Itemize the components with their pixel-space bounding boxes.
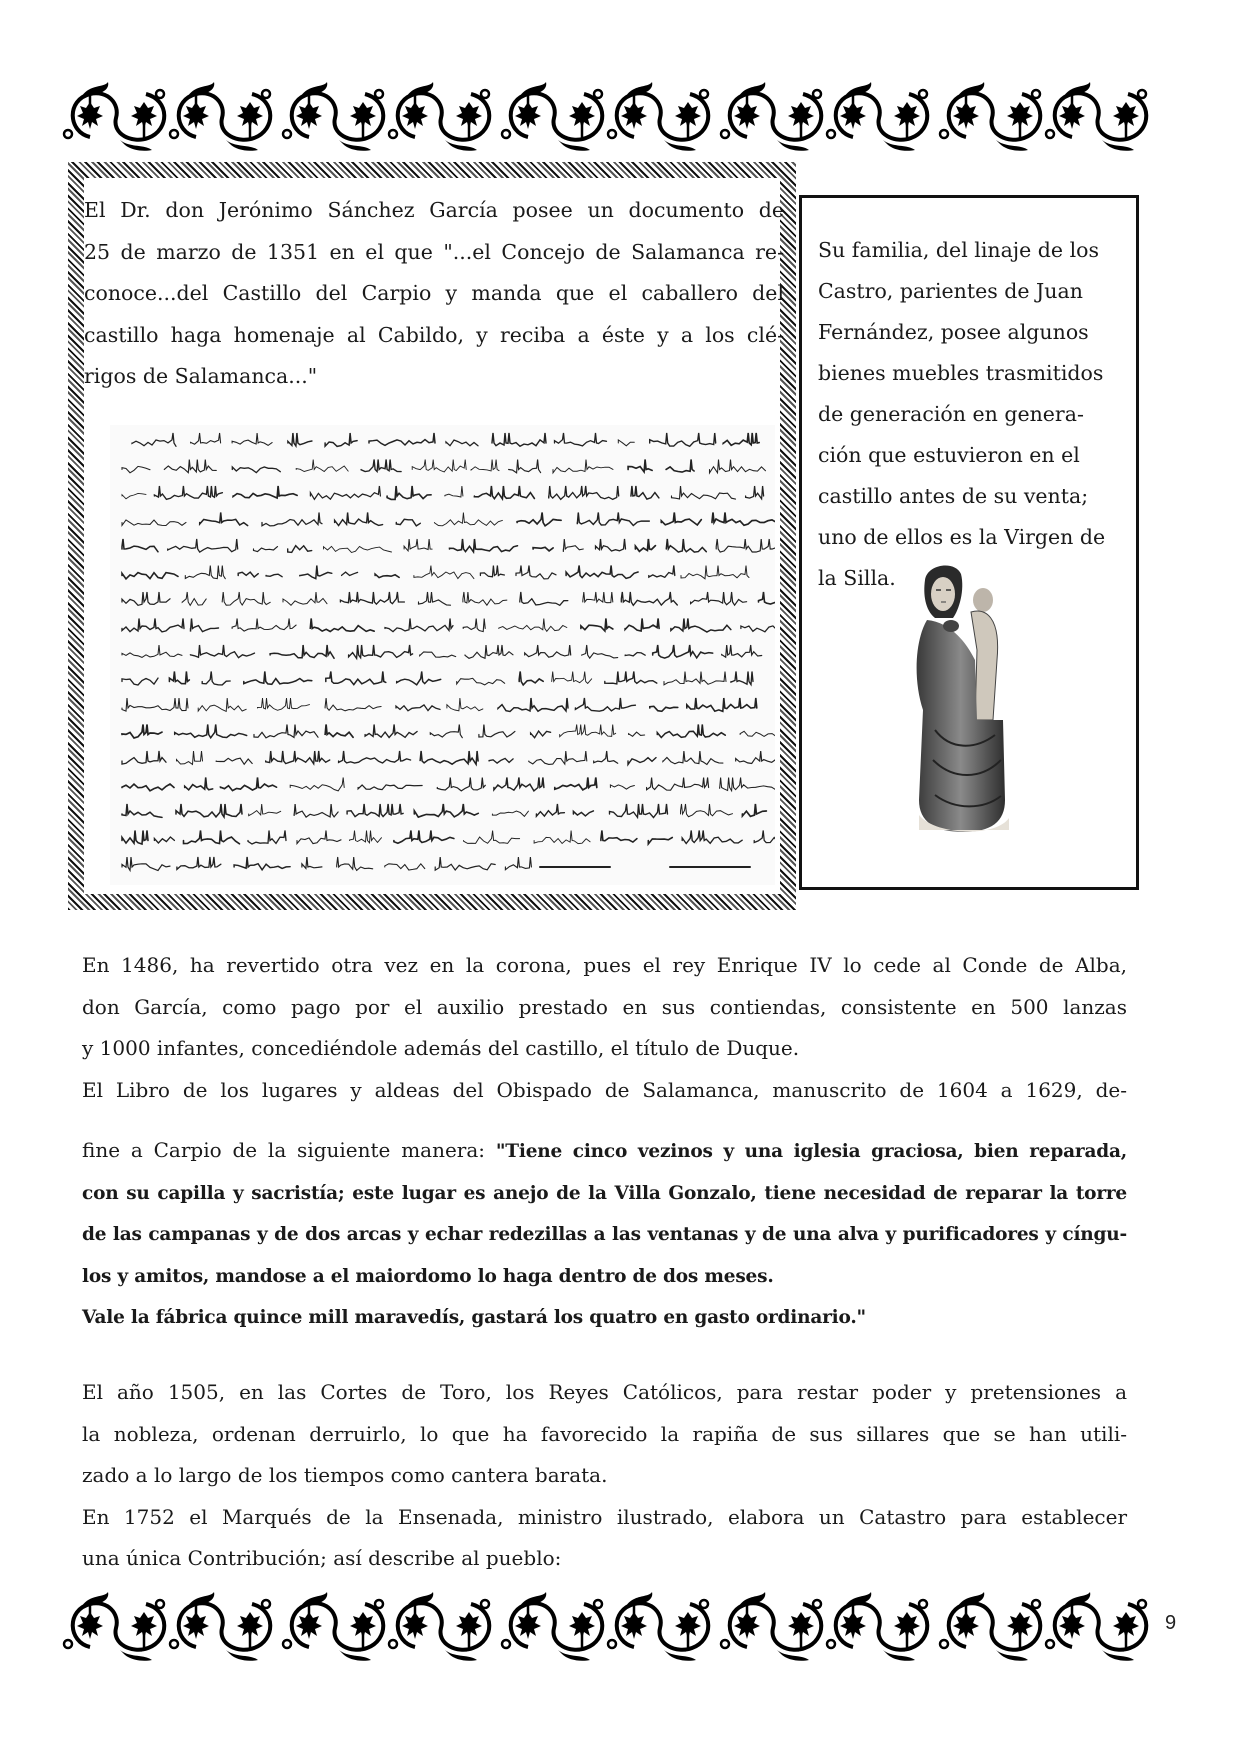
manuscript-image xyxy=(110,425,775,885)
side-note-line: bienes muebles trasmitidos xyxy=(818,361,1104,385)
side-note-line: castillo antes de su venta; xyxy=(818,484,1089,508)
side-note-line: uno de ellos es la Virgen de xyxy=(818,525,1106,549)
paragraph-line: En 1752 el Marqués de la Ensenada, ministro ilustrado, elabora un Catastro para establecer xyxy=(82,1504,1127,1529)
historical-quote-line: Vale la fábrica quince mill maravedís, gastará los quatro en gasto ordinario." xyxy=(82,1307,866,1328)
vine-leaf-ornament-icon xyxy=(717,1592,934,1662)
vine-leaf-ornament-icon xyxy=(60,82,277,152)
vine-leaf-ornament-icon xyxy=(279,82,496,152)
vine-leaf-ornament-icon xyxy=(279,1592,496,1662)
paragraph-line xyxy=(82,1130,1127,1173)
framed-quote-line: El Dr. don Jerónimo Sánchez García posee un documento de xyxy=(84,198,784,222)
historical-quote-line: de las campanas y de dos arcas y echar redezillas a las ventanas y de una alva y purificadores y cíngu- xyxy=(82,1224,1127,1245)
paragraph-1 xyxy=(82,945,1127,1111)
bottom-ornamental-border xyxy=(60,1592,1155,1662)
framed-quote-line: rigos de Salamanca..." xyxy=(84,364,318,388)
historical-quote-line: los y amitos, mandose a el maiordomo lo haga dentro de dos meses. xyxy=(82,1265,774,1287)
historical-quote-text: "Tiene cinco vezinos y una iglesia graciosa, bien reparada, xyxy=(495,1141,1127,1162)
page-number: 9 xyxy=(1165,1612,1177,1634)
vine-leaf-ornament-icon xyxy=(936,82,1153,152)
side-note-line: de generación en genera- xyxy=(818,402,1084,426)
paragraph-line: En 1486, ha revertido otra vez en la corona, pues el rey Enrique IV lo cede al Conde de Alba, xyxy=(82,953,1127,977)
side-note-line: Su familia, del linaje de los xyxy=(818,238,1099,262)
vine-leaf-ornament-icon xyxy=(717,82,934,152)
paragraph-line: don García, como pago por el auxilio prestado en sus contiendas, consistente en 500 lanzas xyxy=(82,994,1127,1019)
paragraph-line: El año 1505, en las Cortes de Toro, los Reyes Católicos, para restar poder y pretensiones a xyxy=(82,1380,1127,1404)
vine-leaf-ornament-icon xyxy=(498,82,715,152)
paragraph-line: una única Contribución; así describe al pueblo: xyxy=(82,1546,562,1570)
historical-quote-line: con su capilla y sacristía; este lugar es anejo de la Villa Gonzalo, tiene necesidad de reparar la torre xyxy=(82,1182,1127,1204)
vine-leaf-ornament-icon xyxy=(936,1592,1153,1662)
top-ornamental-border xyxy=(60,82,1155,152)
vine-leaf-ornament-icon xyxy=(498,1592,715,1662)
lead-in-text: fine a Carpio de la siguiente manera: xyxy=(82,1138,496,1162)
side-note-text xyxy=(818,230,1128,599)
paragraph-line: la nobleza, ordenan derruirlo, lo que ha favorecido la rapiña de sus sillares que se han utili- xyxy=(82,1421,1127,1446)
framed-quote-text xyxy=(84,190,784,398)
side-note-line: Castro, parientes de Juan xyxy=(818,279,1083,303)
paragraph-3 xyxy=(82,1372,1127,1580)
virgen-de-la-silla-image xyxy=(905,560,1020,840)
paragraph-line: y 1000 infantes, concediéndole además del castillo, el título de Duque. xyxy=(82,1036,800,1060)
paragraph-line: zado a lo largo de los tiempos como cantera barata. xyxy=(82,1463,608,1487)
side-note-line: Fernández, posee algunos xyxy=(818,320,1089,344)
side-note-line: ción que estuvieron en el xyxy=(818,443,1080,467)
side-note-line: la Silla. xyxy=(818,566,896,590)
framed-quote-line: castillo haga homenaje al Cabildo, y reciba a éste y a los clé- xyxy=(84,322,784,347)
framed-quote-line: conoce...del Castillo del Carpio y manda que el caballero del xyxy=(84,281,784,305)
paragraph-line: El Libro de los lugares y aldeas del Obispado de Salamanca, manuscrito de 1604 a 1629, de- xyxy=(82,1077,1127,1102)
vine-leaf-ornament-icon xyxy=(60,1592,277,1662)
framed-quote-line: 25 de marzo de 1351 en el que "...el Concejo de Salamanca re- xyxy=(84,239,784,264)
paragraph-2-quote xyxy=(82,1130,1127,1339)
